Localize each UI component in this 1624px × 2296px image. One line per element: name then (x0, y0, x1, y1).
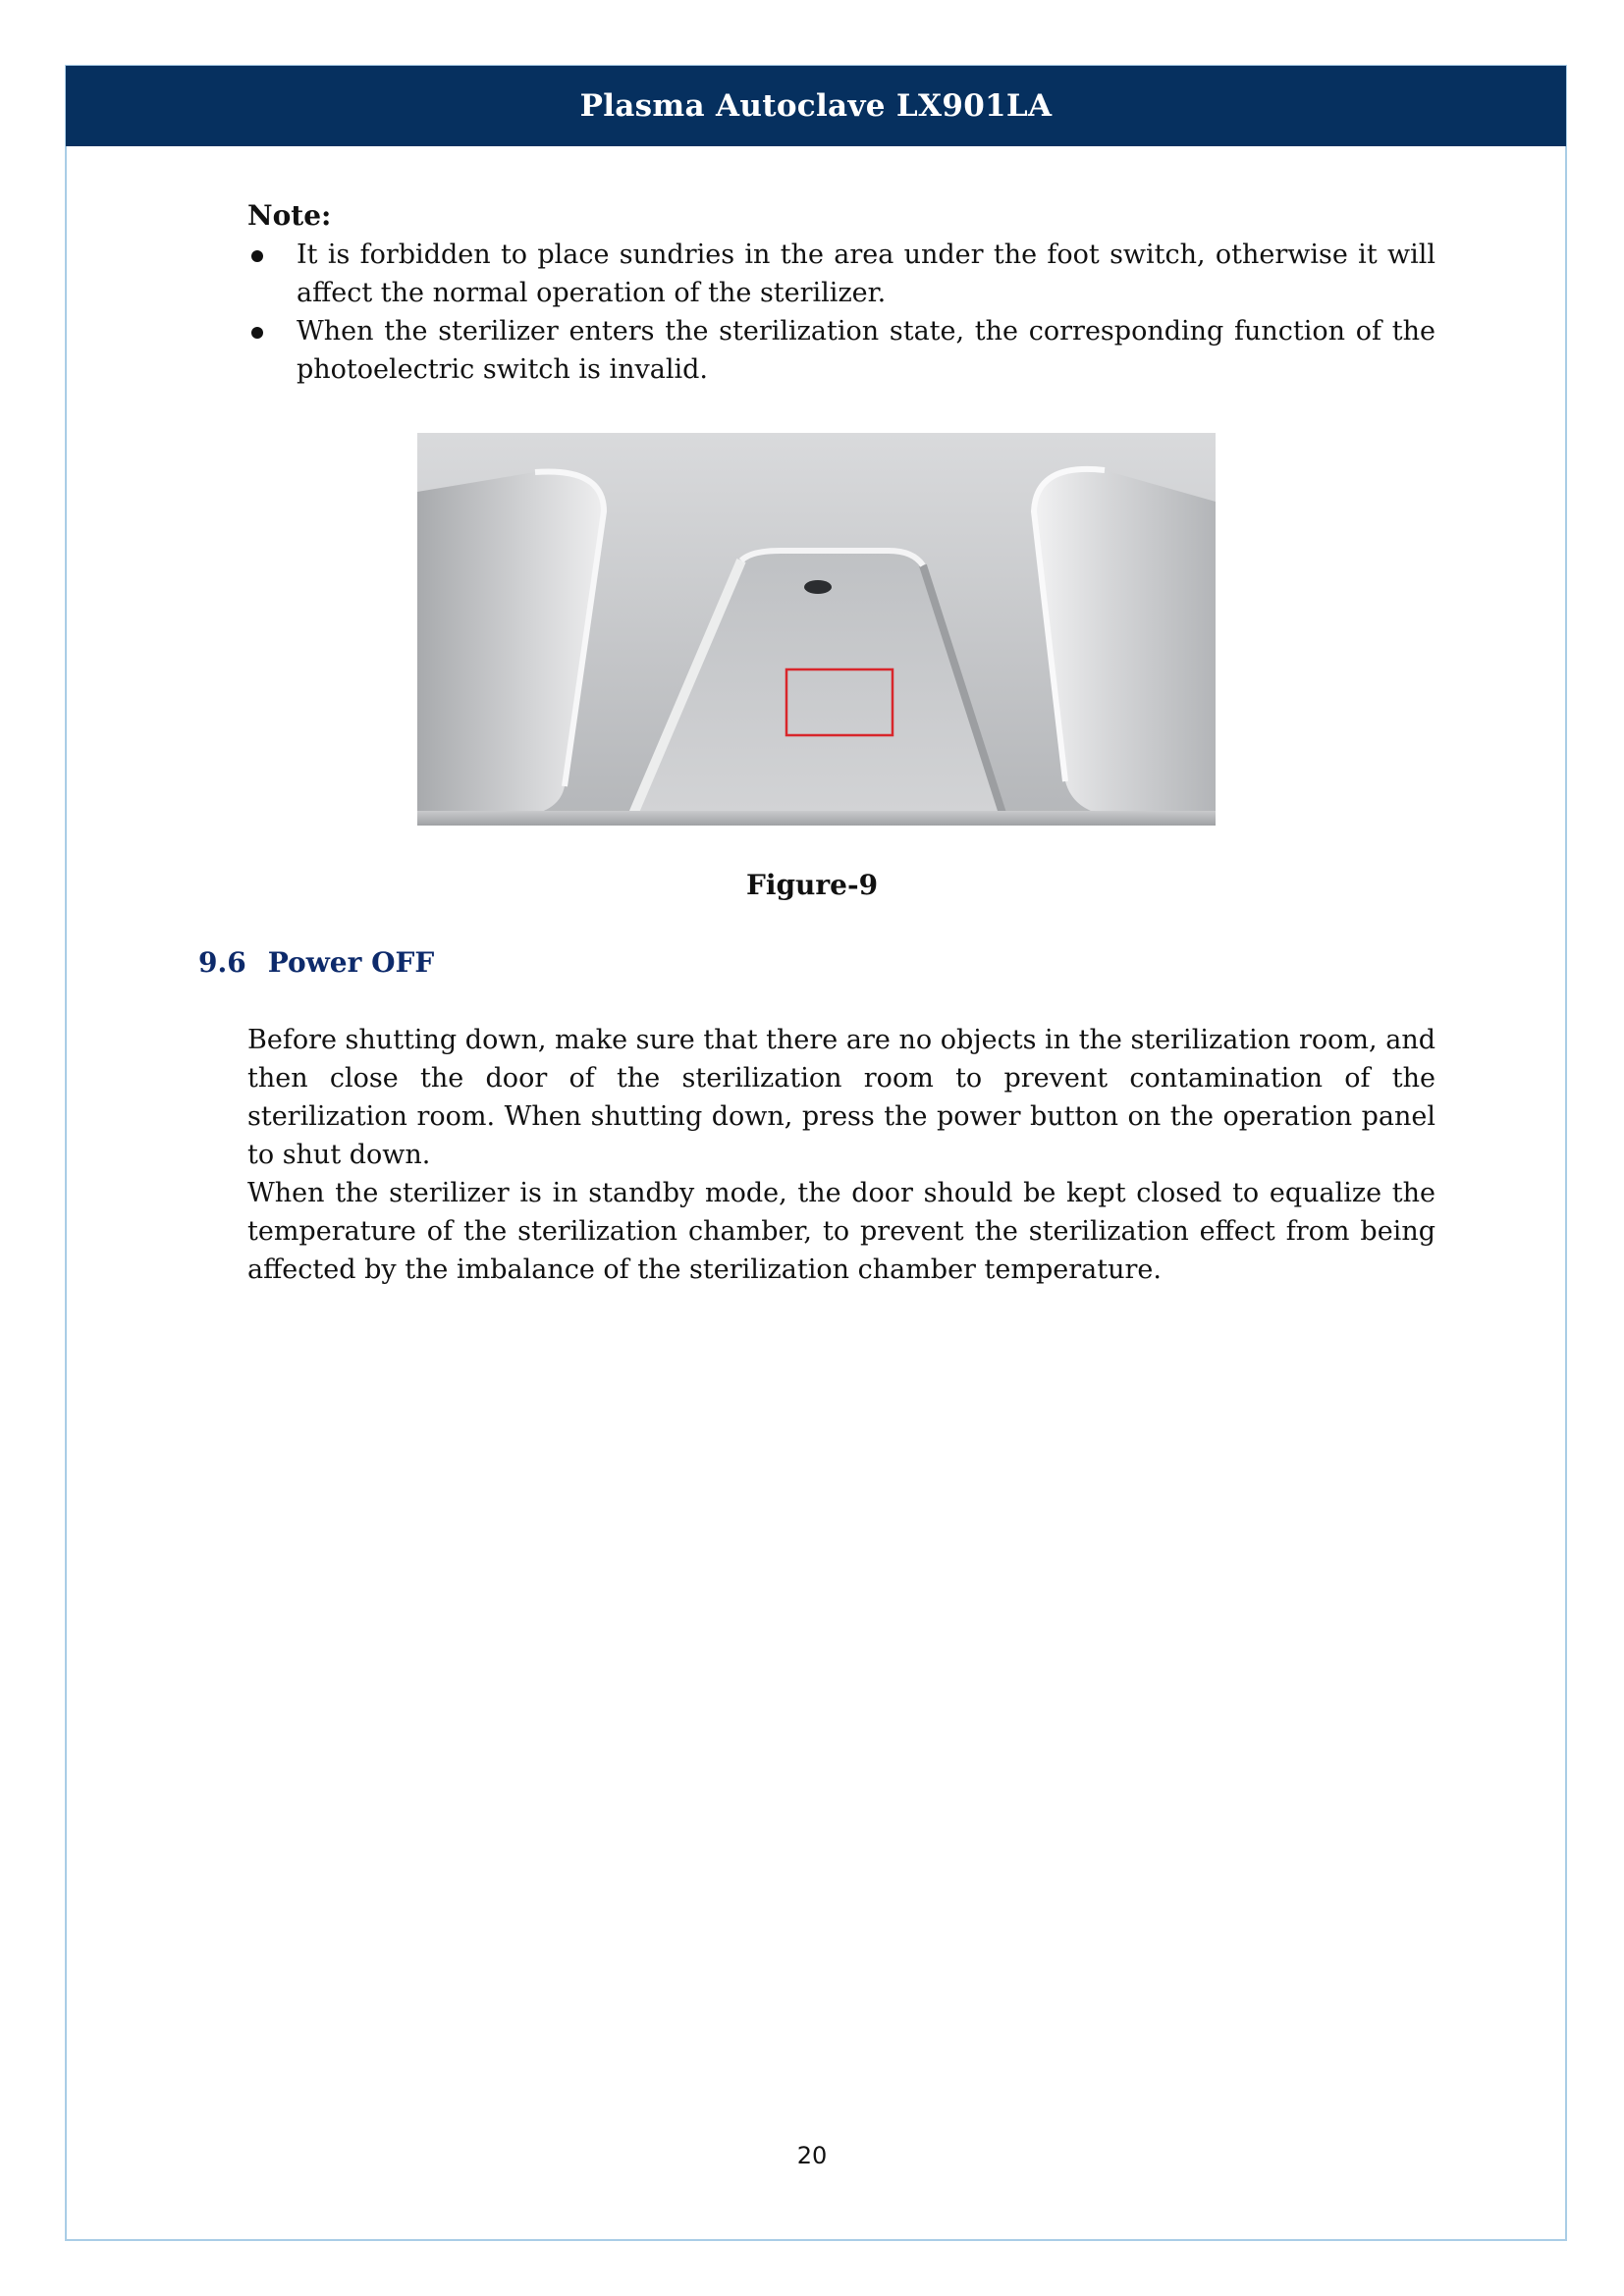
page-number: 20 (796, 2142, 828, 2169)
bullet-icon (251, 250, 263, 262)
sterilizer-foot-area-image (417, 433, 1216, 826)
section-heading (198, 946, 434, 979)
section-number: 9.6 (198, 946, 246, 979)
note-bullet-item (247, 312, 1435, 389)
header-bar (66, 66, 1566, 146)
bullet-icon (251, 327, 263, 339)
document-title: Plasma Autoclave LX901LA (579, 88, 1053, 124)
note-bullet-text: When the sterilizer enters the sterilization state, the corresponding function of the photoelectric switch is invalid. (297, 316, 1435, 385)
figure-caption: Figure-9 (745, 869, 879, 901)
note-title: Note: (247, 199, 332, 232)
section-body (247, 1021, 1435, 1289)
figure-9-photo (417, 433, 1216, 826)
note-bullet-text: It is forbidden to place sundries in the area under the foot switch, otherwise it will affect the normal operation of the sterilizer. (297, 240, 1435, 308)
paragraph: When the sterilizer is in standby mode, the door should be kept closed to equalize the temperature of the sterilization chamber, to prevent the sterilization effect from being affected by the imbalance of the sterilization chamber temperature. (247, 1178, 1435, 1285)
section-title: Power OFF (267, 946, 435, 979)
note-bullet-list (247, 236, 1435, 389)
paragraph: Before shutting down, make sure that there are no objects in the sterilization room, and then close the door of the sterilization room to prevent contamination of the sterilization room. When shutting down, press the power button on the operation panel to shut down. (247, 1025, 1435, 1170)
note-bullet-item (247, 236, 1435, 312)
